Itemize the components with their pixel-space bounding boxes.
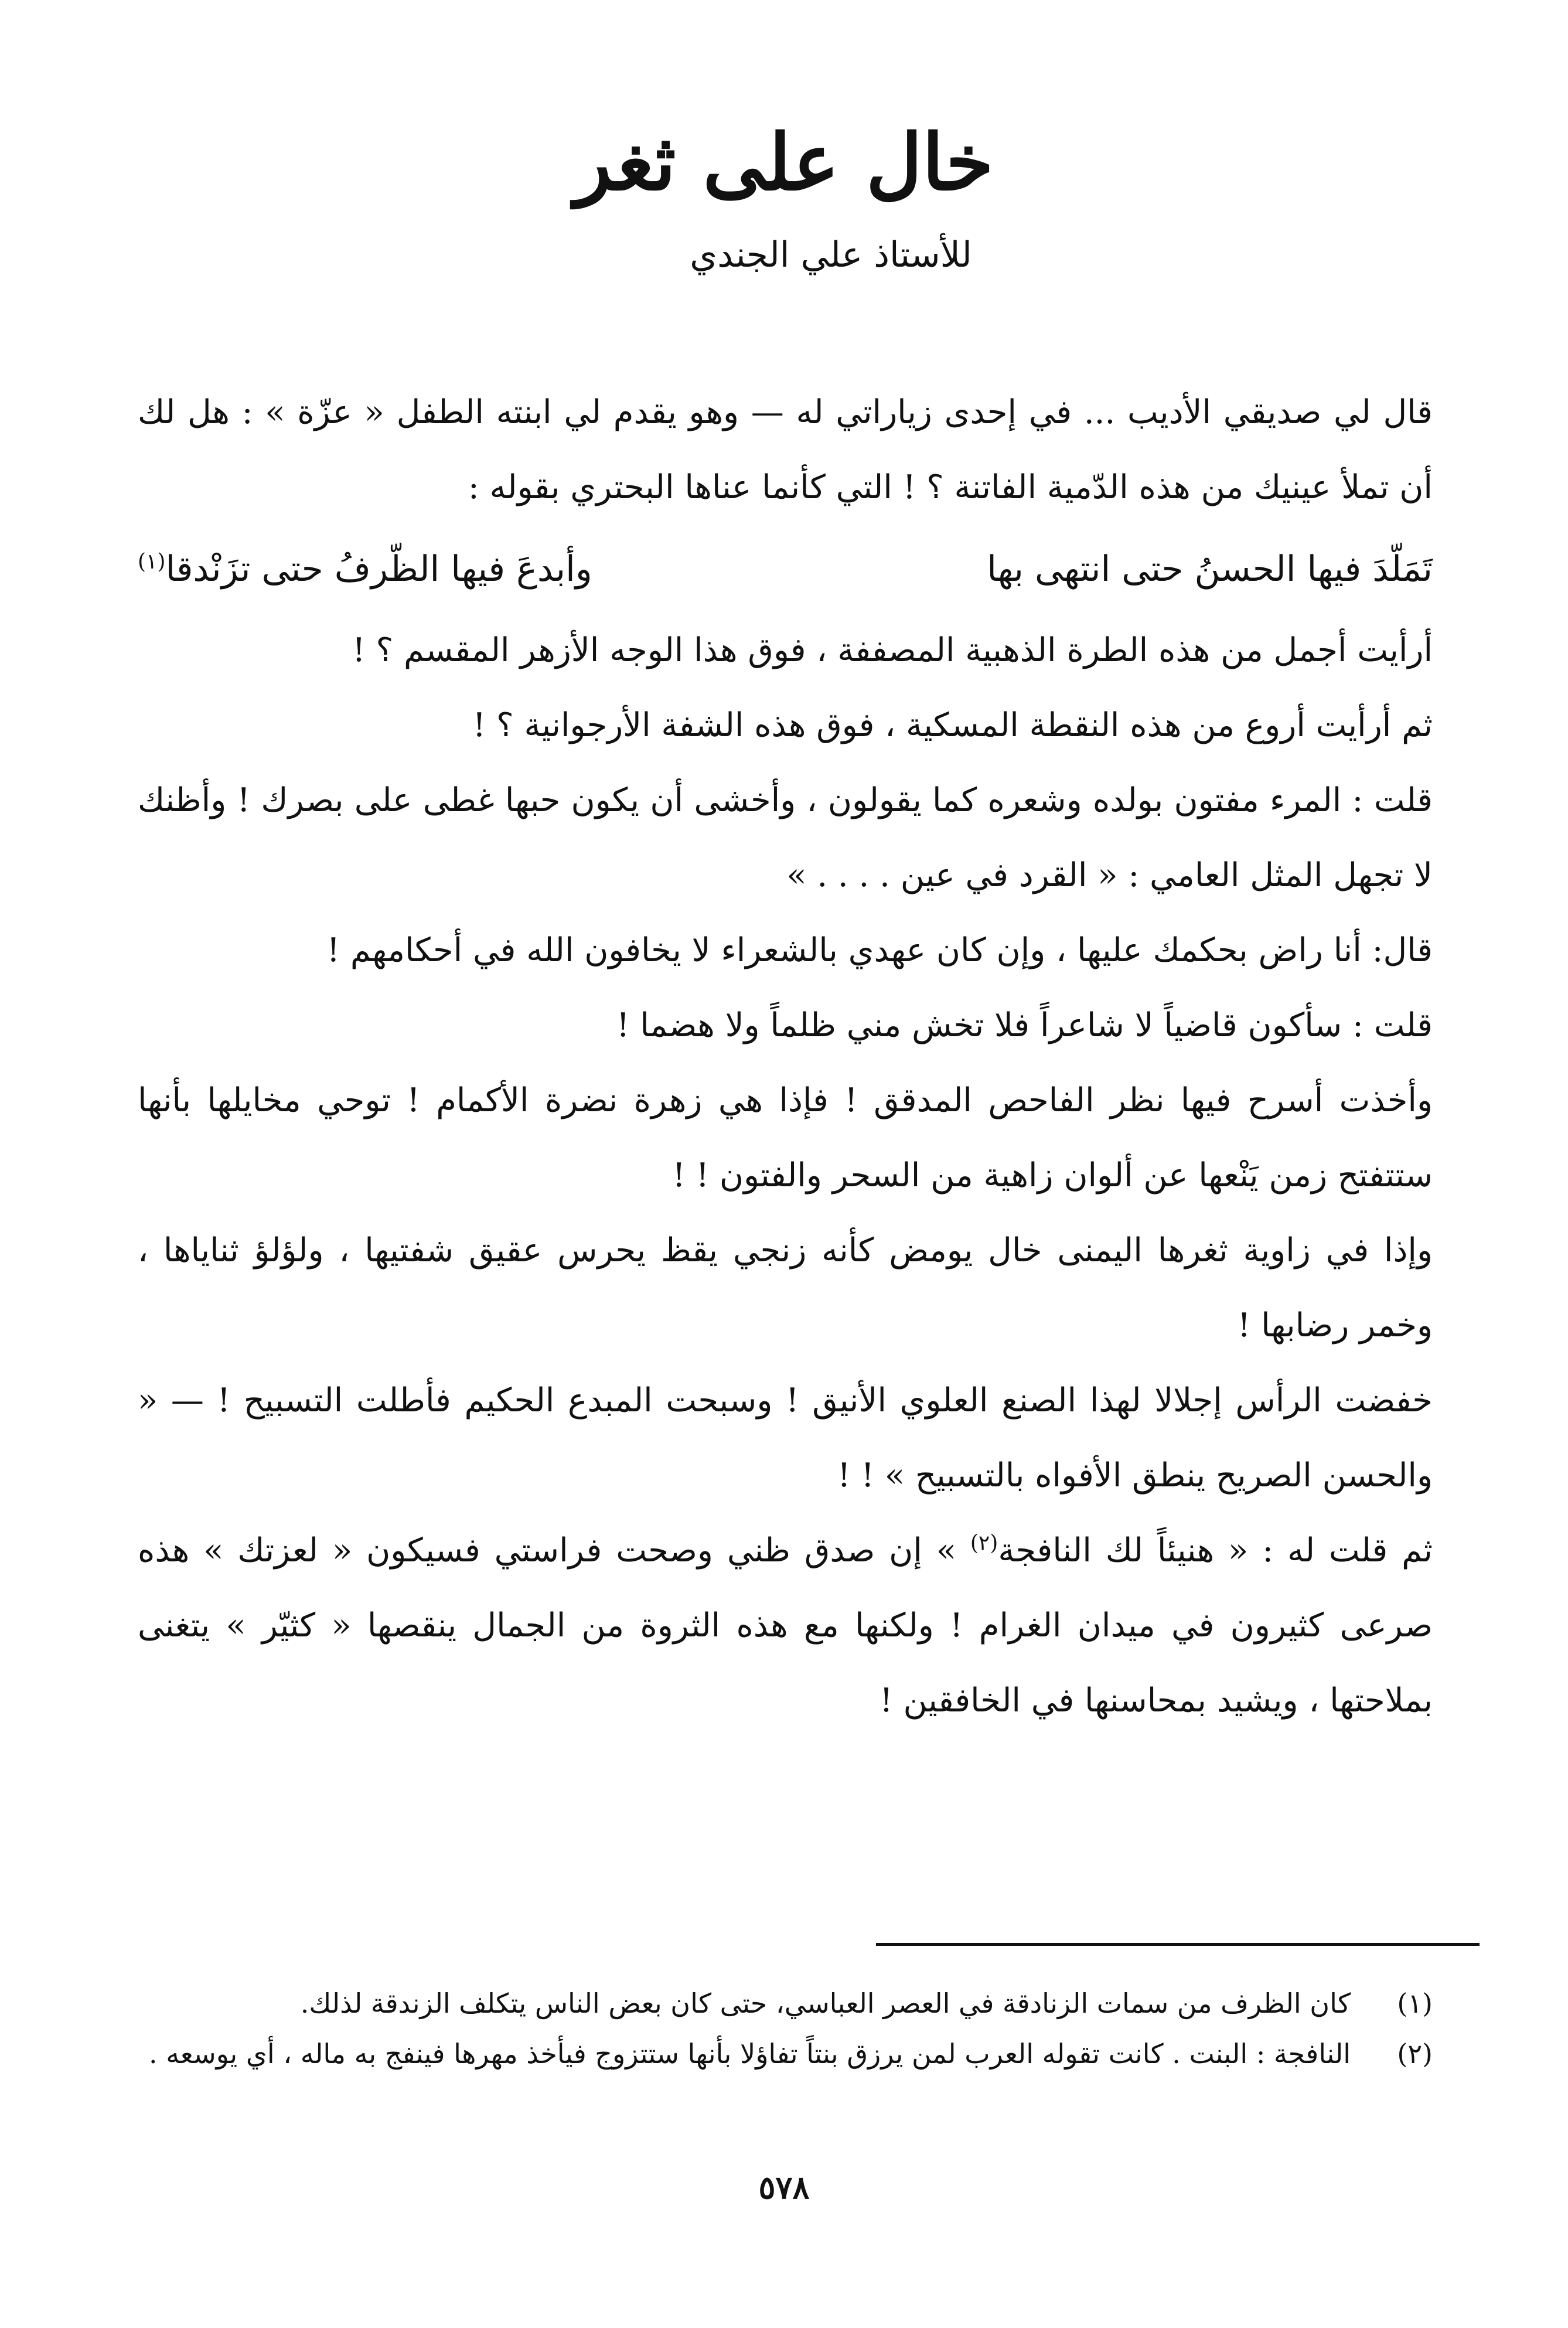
paragraph: ثم أرأيت أروع من هذه النقطة المسكية ، فوق هذه الشفة الأرجوانية ؟ ! [472, 706, 1433, 744]
paragraph-last [138, 1513, 1433, 1738]
page-number: ٥٧٨ [758, 2169, 810, 2206]
paragraph: قال: أنا راض بحكمك عليها ، وإن كان عهدي بالشعراء لا يخافون الله في أحكامهم ! [326, 931, 1433, 969]
paragraph: أرأيت أجمل من هذه الطرة الذهبية المصففة ، فوق هذا الوجه الأزهر المقسم ؟ ! [352, 631, 1433, 669]
paragraph: وإذا في زاوية ثغرها اليمنى خال يومض كأنه زنجي يقظ يحرس عقيق شفتيها ، ولؤلؤ ثناياها ، وخمر رضابها ! [138, 1231, 1433, 1345]
verse-second-hemistich-text: وأبدعَ فيها الظّرفُ حتى تزَنْدقا [165, 549, 592, 590]
article-title: خال على ثغر [574, 117, 994, 208]
footnote-item [138, 1978, 1433, 2029]
footnote-text: النافجة : البنت . كانت تقوله العرب لمن يرزق بنتاً تفاؤلا بأنها ستتزوج فيأخذ مهرها فينفج به ماله ، أي يوسعه . [149, 2038, 1351, 2070]
paragraph-last-rest: » إن صدق ظني وصحت فراستي فسيكون « لعزتك » هذه صرعى كثيرون في ميدان الغرام ! ولكنها مع هذه الثروة من الجمال ينقصها « كثيّر » يتغنى بملاحتها ، ويشيد بمحاسنها في الخافقين ! [138, 1531, 1433, 1720]
footnote-text: كان الظرف من سمات الزنادقة في العصر العباسي، حتى كان بعض الناس يتكلف الزندقة لذلك. [300, 1987, 1351, 2019]
paragraph-intro: قال لي صديقي الأديب ... في إحدى زياراتي له — وهو يقدم لي ابنته الطفل « عزّة » : هل لك أن تملأ عينيك من هذه الدّمية الفاتنة ؟ ! التي كأنما عناها البحتري بقوله : [138, 393, 1433, 506]
paragraph: وأخذت أسرح فيها نظر الفاحص المدقق ! فإذا هي زهرة نضرة الأكمام ! توحي مخايلها بأنها ستتفتح زمن يَنْعها عن ألوان زاهية من السحر والفتون ! ! [138, 1081, 1433, 1194]
footnote-number: (٢) [1397, 2038, 1433, 2070]
footnote-marker-2: (٢) [970, 1531, 998, 1556]
poetry-verse [138, 525, 1433, 613]
footnote-marker-1: (١) [138, 550, 166, 574]
paragraph-last-start: ثم قلت له : « هنيئاً لك النافجة [998, 1531, 1433, 1570]
paragraph: قلت : المرء مفتون بولده وشعره كما يقولون ، وأخشى أن يكون حبها غطى على بصرك ! وأظنك لا تجهل المثل العامي : « القرد في عين . . . . » [138, 781, 1433, 894]
footnote-number: (١) [1397, 1987, 1433, 2019]
footnote-divider [876, 1943, 1480, 1946]
paragraph: قلت : سأكون قاضياً لا شاعراً فلا تخش مني ظلماً ولا هضما ! [616, 1006, 1433, 1044]
article-author: للأستاذ علي الجندي [690, 234, 972, 275]
paragraph: خفضت الرأس إجلالا لهذا الصنع العلوي الأنيق ! وسبحت المبدع الحكيم فأطلت التسبيح ! — « والحسن الصريح ينطق الأفواه بالتسبيح » ! ! [138, 1381, 1433, 1495]
verse-second-hemistich [138, 525, 592, 613]
footnote-item [138, 2029, 1433, 2079]
footnotes [138, 1978, 1433, 2079]
article-body [138, 375, 1433, 1738]
verse-first-hemistich: تَمَلّدَ فيها الحسنُ حتى انتهى بها [987, 549, 1433, 590]
